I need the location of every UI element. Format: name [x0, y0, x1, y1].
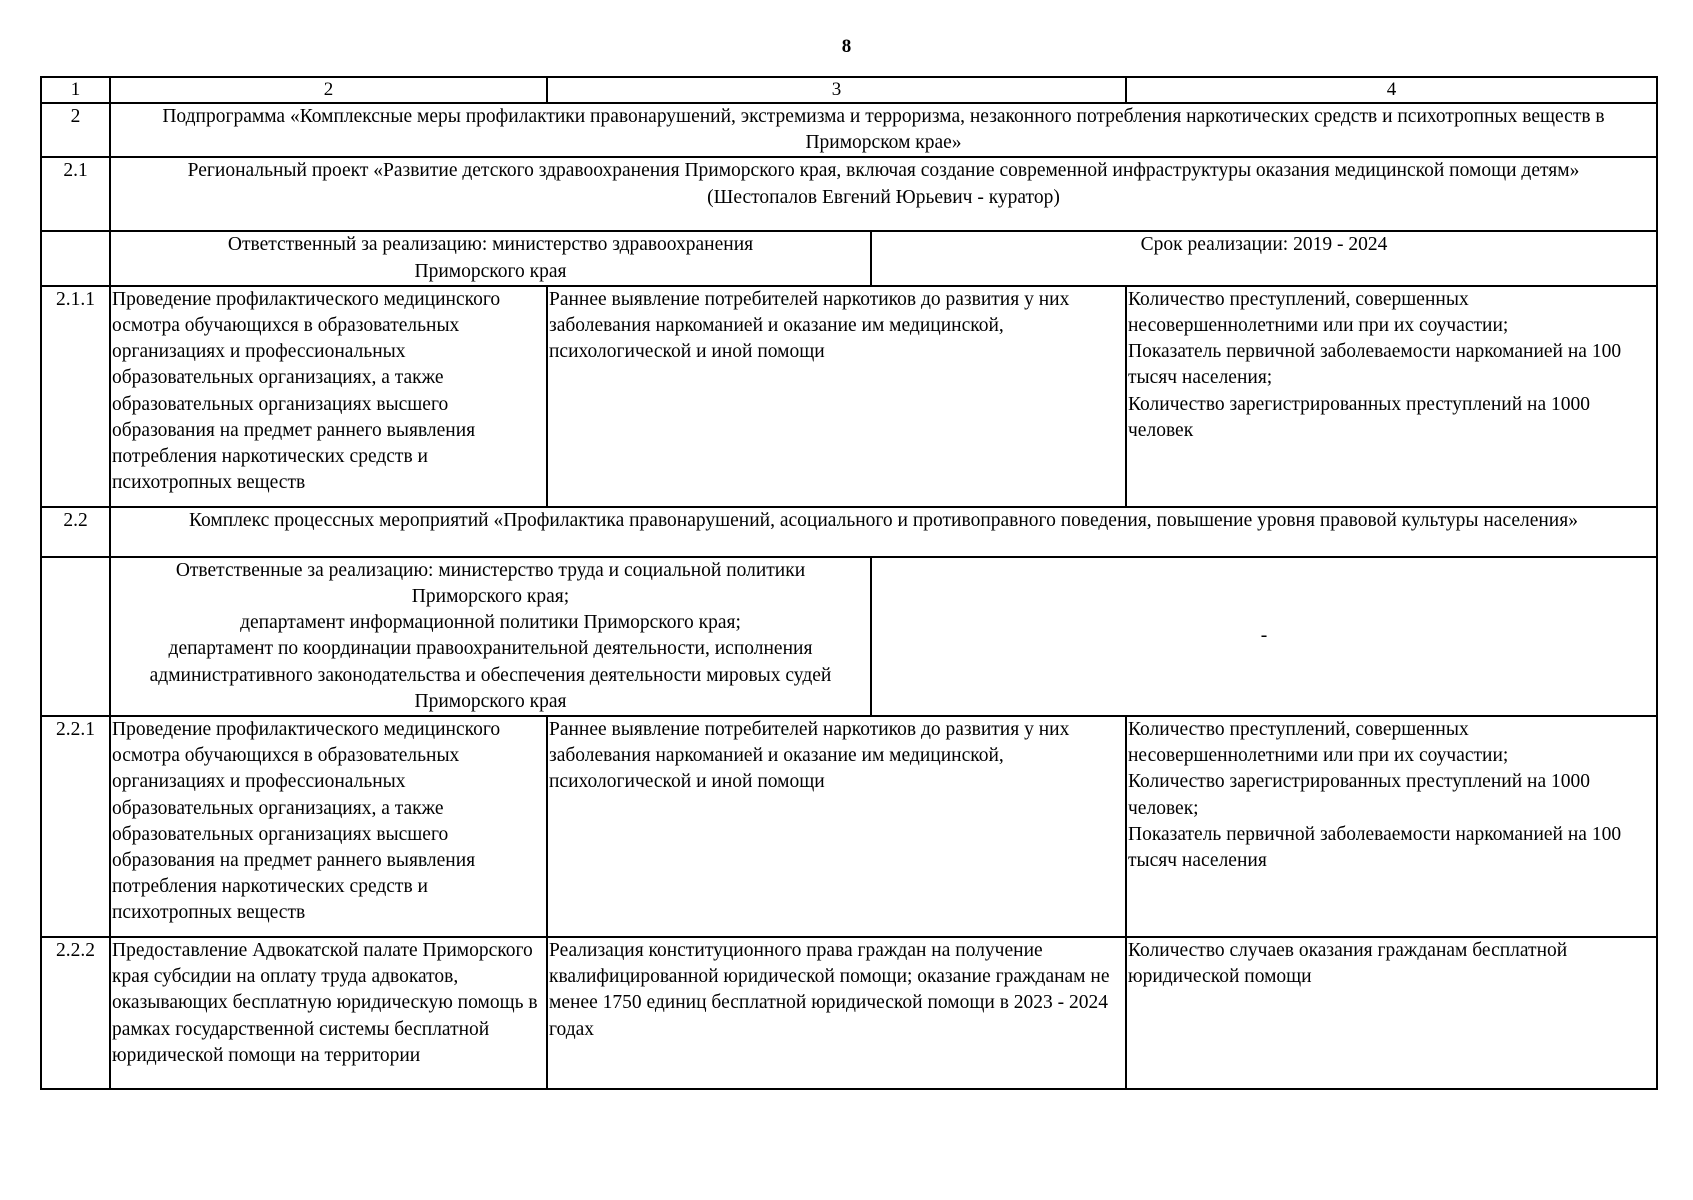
project-title-cell [110, 157, 1657, 231]
complex-row [41, 507, 1657, 557]
row-number: 2.1 [41, 157, 110, 231]
project-title: Региональный проект «Развитие детского здравоохранения Приморского края, включая создание современной инфраструктуры оказания медицинской помощи детям» [187, 160, 1580, 182]
indicator-item: Количество зарегистрированных преступлений на 1000 человек; [1128, 771, 1590, 819]
table-row [41, 286, 1657, 507]
indicator-item: Количество зарегистрированных преступлений на 1000 человек [1128, 393, 1590, 441]
header-col-2: 2 [110, 77, 547, 103]
indicators-cell [1126, 716, 1657, 937]
result-cell: Раннее выявление потребителей наркотиков до развития у них заболевания наркоманией и оказание им медицинской, психологической и иной помощи [547, 716, 1126, 937]
program-table [40, 76, 1658, 1090]
indicators-cell [1126, 286, 1657, 507]
result-cell: Реализация конституционного права граждан на получение квалифицированной юридической помощи; оказание гражданам не менее 1750 единиц бесплатной юридической помощи в 2023 - 2024 годах [547, 937, 1126, 1089]
responsible-line: департамент информационной политики Приморского края; [240, 612, 741, 634]
indicator-item: Показатель первичной заболеваемости наркоманией на 100 тысяч населения [1128, 823, 1622, 872]
project-row [41, 157, 1657, 231]
header-col-1: 1 [41, 77, 110, 103]
header-col-4: 4 [1126, 77, 1657, 103]
project-term: Срок реализации: 2019 - 2024 [871, 231, 1657, 285]
complex-responsible-row [41, 557, 1657, 716]
table-row [41, 937, 1657, 1089]
project-curator: (Шестопалов Евгений Юрьевич - куратор) [707, 186, 1060, 208]
complex-responsible [110, 557, 871, 716]
project-responsible-row [41, 231, 1657, 285]
row-number: 2.2 [41, 507, 110, 557]
row-number: 2.2.1 [41, 716, 110, 937]
page-number: 8 [841, 36, 852, 57]
indicator-item: Количество преступлений, совершенных несовершеннолетними или при их соучастии; [1128, 288, 1509, 337]
complex-title: Комплекс процессных мероприятий «Профилактика правонарушений, асоциального и противоправного поведения, повышение уровня правовой культуры населения» [110, 507, 1657, 557]
empty-number-cell [41, 557, 110, 716]
task-cell: Проведение профилактического медицинского осмотра обучающихся в образовательных организациях и профессиональных образовательных организациях, а также образовательных организациях высшего образования на предмет раннего выявления потребления наркотических средств и психотропных веществ [110, 716, 547, 937]
indicators-cell [1126, 937, 1657, 1089]
indicator-item: Показатель первичной заболеваемости наркоманией на 100 тысяч населения; [1128, 341, 1622, 389]
result-cell: Раннее выявление потребителей наркотиков до развития у них заболевания наркоманией и оказание им медицинской, психологической и иной помощи [547, 286, 1126, 507]
row-number: 2 [41, 103, 110, 157]
task-cell: Проведение профилактического медицинского осмотра обучающихся в образовательных организациях и профессиональных образовательных организациях, а также образовательных организациях высшего образования на предмет раннего выявления потребления наркотических средств и психотропных веществ [110, 286, 547, 507]
indicator-item: Количество преступлений, совершенных несовершеннолетними или при их соучастии; [1128, 719, 1509, 767]
indicator-item: Количество случаев оказания гражданам бесплатной юридической помощи [1128, 940, 1568, 988]
empty-number-cell [41, 231, 110, 285]
table-header-row [41, 77, 1657, 103]
task-cell: Предоставление Адвокатской палате Приморского края субсидии на оплату труда адвокатов, оказывающих бесплатную юридическую помощь в рамках государственной системы бесплатной юридической помощи на территории [110, 937, 547, 1089]
subprogram-row [41, 103, 1657, 157]
responsible-line: департамент по координации правоохранительной деятельности, исполнения административного законодательства и обеспечения деятельности мировых судей Приморского края [149, 638, 832, 712]
row-number: 2.1.1 [41, 286, 110, 507]
header-col-3: 3 [547, 77, 1126, 103]
responsible-line: Ответственные за реализацию: министерство труда и социальной политики Приморского края; [175, 559, 806, 608]
project-responsible: Ответственный за реализацию: министерство здравоохранения Приморского края [110, 231, 871, 285]
subprogram-title: Подпрограмма «Комплексные меры профилактики правонарушений, экстремизма и терроризма, незаконного потребления наркотических средств и психотропных веществ в Приморском крае» [110, 103, 1657, 157]
row-number: 2.2.2 [41, 937, 110, 1089]
complex-term: - [871, 557, 1657, 716]
table-row [41, 716, 1657, 937]
